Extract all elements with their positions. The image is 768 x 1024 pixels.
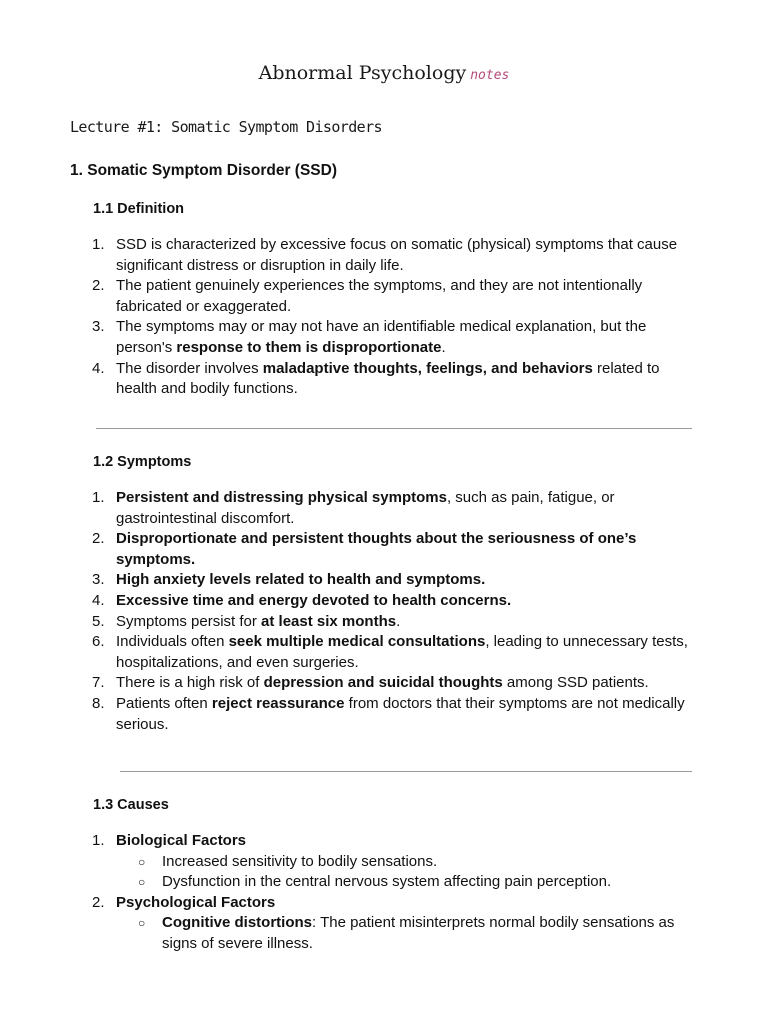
- list-item: [92, 276, 702, 317]
- item-text: The patient genuinely experiences the symptoms, and they are not intentionally fabricated or exaggerated.: [116, 277, 643, 315]
- item-text: Individuals often: [116, 633, 229, 651]
- document-title: [0, 62, 768, 84]
- list-item-content: [116, 530, 636, 568]
- list-item-content: [116, 277, 642, 315]
- emphasis-text: response to them is disproportionate: [176, 338, 442, 356]
- list-item-content: [116, 592, 511, 609]
- title-main: Abnormal Psychology: [258, 62, 467, 84]
- causes-list: [92, 831, 702, 955]
- title-notes-tag: notes: [470, 68, 510, 83]
- item-text: Symptoms persist for: [116, 612, 262, 630]
- list-item: [92, 359, 702, 400]
- emphasis-text: Psychological Factors: [116, 893, 276, 911]
- list-item-number: 1.: [92, 489, 105, 506]
- item-text: , such as pain, fatigue, or gastrointestinal discomfort.: [116, 489, 615, 527]
- list-item-number: 6.: [92, 633, 105, 651]
- symptoms-heading: 1.2 Symptoms: [93, 454, 192, 470]
- list-item-number: 4.: [92, 359, 105, 377]
- list-item-content: [116, 695, 685, 733]
- divider: [120, 771, 692, 772]
- emphasis-text: Excessive time and energy devoted to health concerns.: [116, 591, 512, 609]
- emphasis-text: maladaptive thoughts, feelings, and behaviors: [262, 359, 593, 377]
- emphasis-text: at least six months: [261, 612, 397, 630]
- item-text: from doctors that their symptoms are not medically serious.: [116, 694, 685, 733]
- emphasis-text: reject reassurance: [211, 694, 345, 712]
- item-text: Patients often: [116, 694, 212, 712]
- list-item-number: 1.: [92, 832, 105, 849]
- list-item: [92, 317, 702, 358]
- list-item-content: [116, 674, 649, 691]
- item-text: .: [441, 338, 446, 356]
- list-item-content: [116, 318, 646, 356]
- list-item-content: [116, 360, 660, 398]
- list-item: [92, 591, 702, 612]
- list-item-number: 7.: [92, 674, 105, 692]
- list-item: [92, 831, 702, 893]
- emphasis-text: Biological Factors: [116, 832, 247, 849]
- section-heading: 1. Somatic Symptom Disorder (SSD): [70, 162, 338, 179]
- list-item-content: [116, 613, 400, 630]
- list-item-number: 2.: [92, 277, 105, 295]
- list-item: [92, 488, 702, 529]
- emphasis-text: depression and suicidal thoughts: [263, 674, 503, 692]
- emphasis-text: Persistent and distressing physical symptoms: [116, 489, 447, 506]
- sub-list-item: [116, 852, 702, 873]
- item-text: among SSD patients.: [502, 674, 649, 692]
- item-text: SSD is characterized by excessive focus on somatic (physical) symptoms that cause significant distress or disruption in daily life.: [116, 236, 678, 274]
- item-text: .: [396, 612, 401, 630]
- definition-list: [92, 235, 702, 400]
- item-text: Dysfunction in the central nervous system affecting pain perception.: [162, 873, 612, 891]
- emphasis-text: Disproportionate and persistent thoughts about the seriousness of one’s symptoms.: [116, 530, 637, 568]
- list-item: [92, 694, 702, 735]
- circle-bullet-icon: ○: [138, 854, 146, 869]
- list-item-content: [116, 571, 485, 588]
- list-item-content: [116, 489, 615, 527]
- sub-list: [116, 852, 702, 893]
- list-item-number: 3.: [92, 318, 105, 336]
- list-item-content: [116, 832, 246, 849]
- item-text: : The patient misinterprets normal bodily sensations as signs of severe illness.: [162, 914, 675, 952]
- item-text: The disorder involves: [116, 359, 263, 377]
- sub-list-item-content: [162, 873, 611, 890]
- item-text: Increased sensitivity to bodily sensations.: [162, 852, 438, 870]
- list-item-number: 2.: [92, 530, 105, 548]
- list-item-number: 4.: [92, 591, 105, 609]
- list-item-content: [116, 236, 677, 274]
- sub-list-item-content: [162, 853, 437, 870]
- list-item-number: 8.: [92, 694, 105, 712]
- divider: [96, 428, 692, 429]
- sub-list: [116, 913, 702, 954]
- list-item: [92, 612, 702, 633]
- item-text: The symptoms may or may not have an identifiable medical explanation, but the person's: [116, 318, 647, 356]
- list-item: [92, 529, 702, 570]
- list-item: [92, 893, 702, 955]
- definition-heading: 1.1 Definition: [93, 201, 185, 217]
- list-item-number: 3.: [92, 571, 105, 589]
- sub-list-item: [116, 913, 702, 954]
- symptoms-list: [92, 488, 702, 735]
- item-text: , leading to unnecessary tests, hospitalizations, and even surgeries.: [116, 633, 688, 671]
- emphasis-text: Cognitive distortions: [162, 914, 312, 932]
- circle-bullet-icon: ○: [138, 875, 146, 890]
- list-item-number: 5.: [92, 612, 105, 630]
- list-item-number: 1.: [92, 236, 105, 253]
- list-item-content: [116, 633, 688, 671]
- circle-bullet-icon: ○: [138, 916, 146, 931]
- list-item-number: 2.: [92, 893, 105, 911]
- sub-list-item-content: [162, 914, 674, 952]
- list-item-content: [116, 894, 275, 911]
- emphasis-text: High anxiety levels related to health and symptoms.: [116, 571, 486, 589]
- sub-list-item: [116, 872, 702, 893]
- list-item: [92, 673, 702, 694]
- list-item: [92, 570, 702, 591]
- causes-heading: 1.3 Causes: [93, 797, 169, 813]
- item-text: There is a high risk of: [116, 674, 264, 692]
- list-item: [92, 632, 702, 673]
- emphasis-text: seek multiple medical consultations: [228, 633, 486, 651]
- lecture-heading: Lecture #1: Somatic Symptom Disorders: [70, 118, 382, 136]
- list-item: [92, 235, 702, 276]
- item-text: related to health and bodily functions.: [116, 359, 660, 398]
